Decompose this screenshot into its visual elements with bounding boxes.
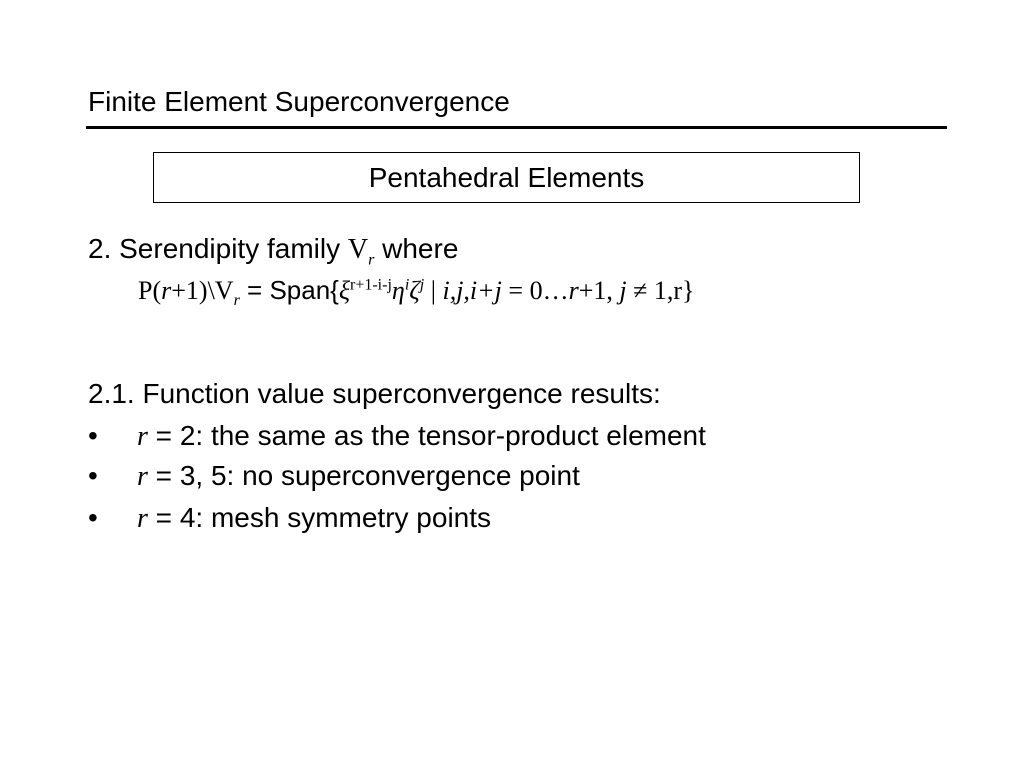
list-item — [137, 458, 580, 495]
bullet-marker: • — [88, 460, 98, 491]
bullet-marker: • — [88, 420, 98, 451]
serendipity-heading — [88, 231, 458, 268]
subtitle-text: Pentahedral Elements — [368, 161, 645, 193]
formula-cond-rest: +1, — [578, 276, 620, 305]
formula-span: Span{ — [269, 275, 339, 305]
formula-bar: | — [424, 276, 443, 305]
formula-lhs-rest: +1)\V — [171, 276, 234, 305]
bullet-eq: = — [147, 460, 180, 491]
bullet-eq: = — [147, 420, 180, 451]
bullet-r: r — [137, 503, 148, 534]
bullet-text: 2: the same as the tensor-product element — [179, 420, 706, 451]
bullet-eq: = — [147, 502, 180, 533]
formula-eta-sup: i — [404, 276, 410, 294]
formula-eta: η — [391, 276, 405, 305]
formula-xi-sup: r+1-i-j — [350, 276, 392, 294]
subtitle-box — [153, 152, 860, 203]
title-divider — [86, 126, 947, 129]
formula-cond-r: r — [568, 276, 579, 305]
symbol-r-sub: r — [368, 251, 375, 269]
formula-zeta: ζ — [409, 276, 420, 305]
bullet-r: r — [137, 421, 148, 452]
formula-cond-eq: = 0… — [501, 276, 569, 305]
formula-zeta-sup: j — [419, 276, 425, 294]
list-item — [137, 500, 491, 537]
formula-cond-j: j — [619, 276, 627, 305]
bullet-text: 3, 5: no superconvergence point — [179, 460, 580, 491]
serendipity-prefix: 2. Serendipity family — [88, 233, 348, 264]
formula-lhs-sub: r — [233, 292, 240, 310]
formula-r: r — [161, 276, 172, 305]
bullet-r: r — [137, 461, 148, 492]
formula-xi: ξ — [338, 276, 350, 305]
formula-eq: = — [239, 275, 270, 305]
results-heading: 2.1. Function value superconvergence results: — [88, 378, 661, 409]
slide-title: Finite Element Superconvergence — [88, 86, 510, 117]
span-formula — [138, 272, 695, 309]
bullet-marker: • — [88, 502, 98, 533]
symbol-v: V — [347, 234, 369, 265]
serendipity-suffix: where — [374, 233, 459, 264]
bullet-text: 4: mesh symmetry points — [179, 502, 492, 533]
formula-cond-ne: ≠ 1,r} — [626, 276, 695, 305]
formula-p: P( — [138, 276, 162, 305]
formula-cond: i,j,i+j — [442, 276, 502, 305]
list-item — [137, 418, 706, 455]
